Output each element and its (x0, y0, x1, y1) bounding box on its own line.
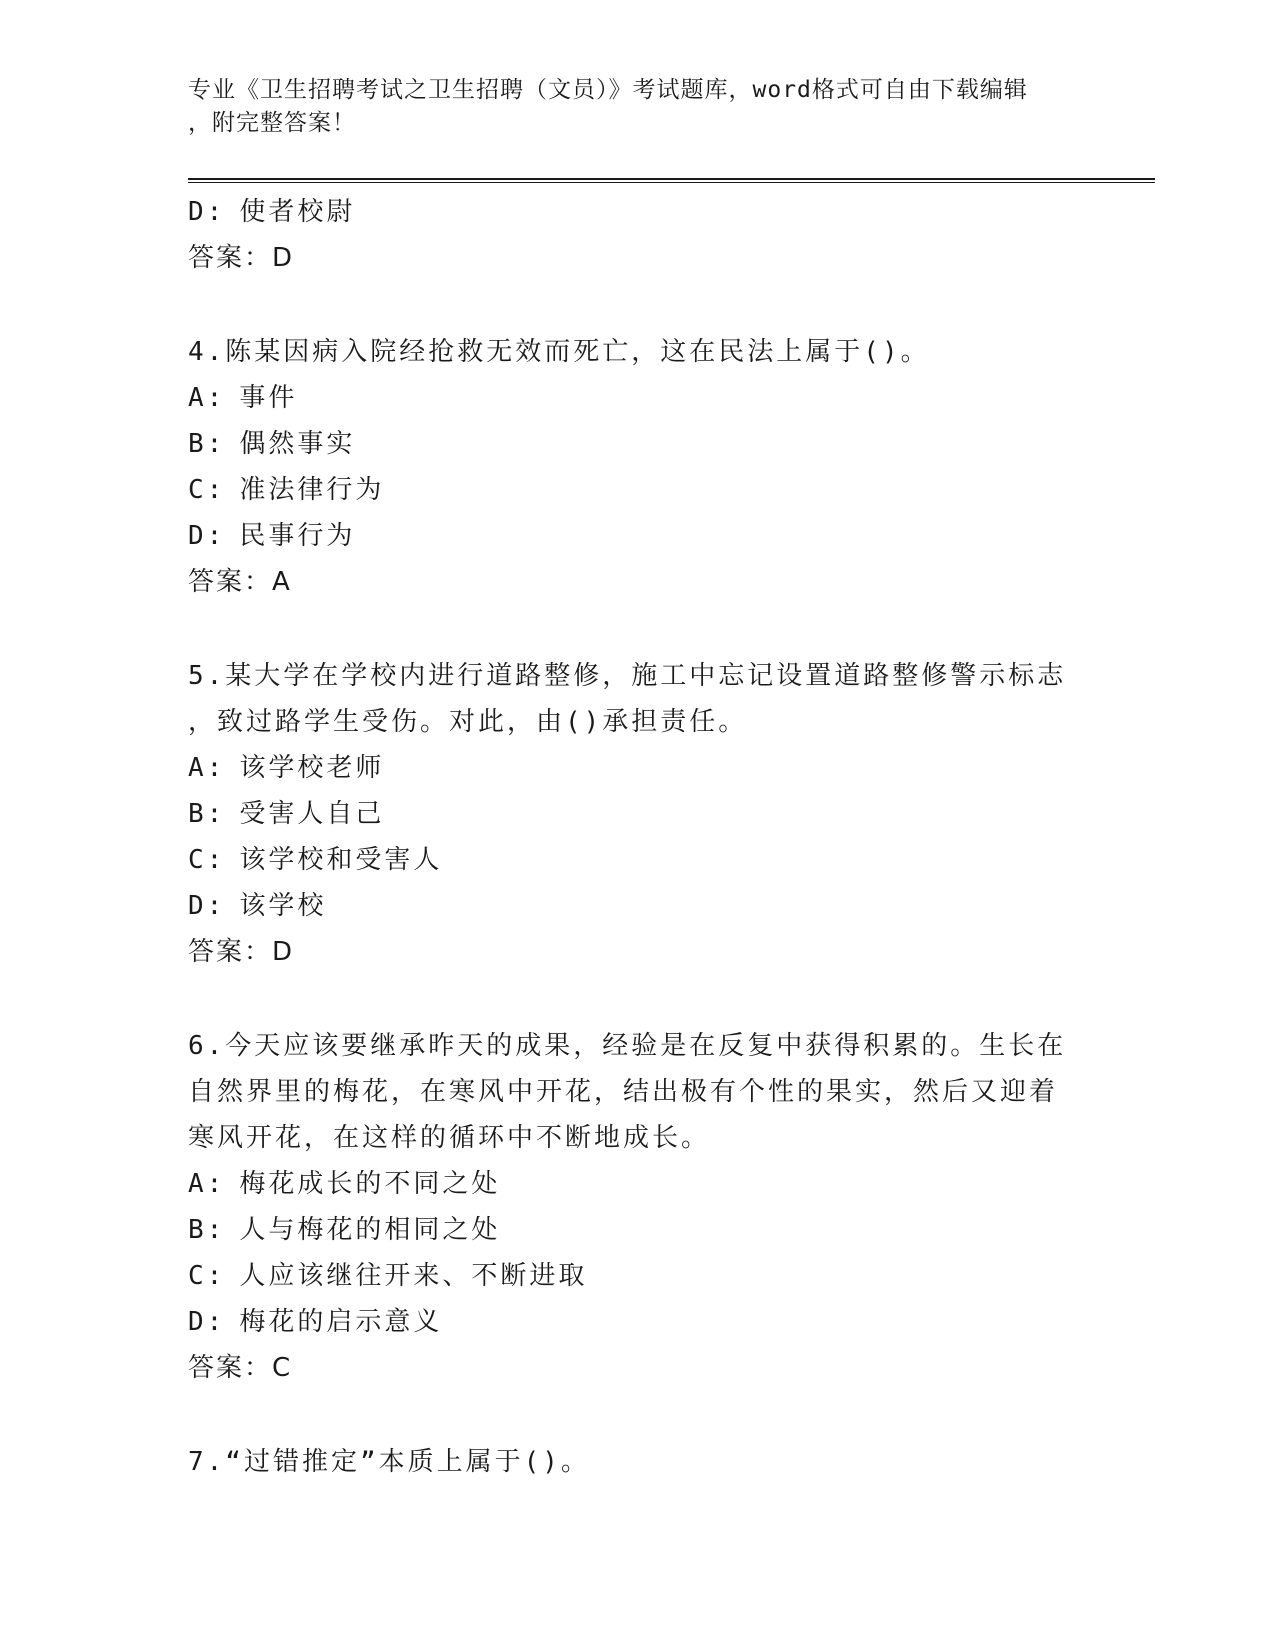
answer-line: 答案：A (188, 567, 292, 597)
answer-line: 答案：C (188, 1353, 293, 1383)
option-text: 该学校和受害人 (239, 845, 443, 875)
option-row (188, 1253, 1088, 1299)
question-stem: 寒风开花，在这样的循环中不断地成长。 (188, 1123, 711, 1153)
option-label: C: (188, 845, 226, 875)
answer-line: 答案：D (188, 937, 295, 967)
option-label: A: (188, 1169, 226, 1199)
question-stem: 6.今天应该要继承昨天的成果，经验是在反复中获得积累的。生长在 (188, 1031, 1067, 1061)
option-label: A: (188, 753, 226, 783)
question-stem: 5.某大学在学校内进行道路整修，施工中忘记设置道路整修警示标志 (188, 661, 1067, 691)
header-divider (188, 178, 1155, 183)
option-text: 使者校尉 (239, 197, 356, 227)
option-row (188, 421, 1088, 467)
header-line-2: ，附完整答案！ (188, 110, 356, 136)
option-row (188, 1299, 1088, 1345)
option-row (188, 467, 1088, 513)
option-label: A: (188, 383, 226, 413)
option-label: D: (188, 1307, 226, 1337)
option-row (188, 1161, 1088, 1207)
option-text: 准法律行为 (239, 475, 385, 505)
question-block-3-tail (188, 189, 1088, 281)
document-header (188, 74, 1088, 140)
option-text: 人与梅花的相同之处 (239, 1215, 501, 1245)
option-row (188, 837, 1088, 883)
option-row (188, 1207, 1088, 1253)
option-text: 梅花的启示意义 (239, 1307, 443, 1337)
option-row (188, 513, 1088, 559)
question-list (188, 189, 1088, 1485)
question-stem: 4.陈某因病入院经抢救无效而死亡，这在民法上属于()。 (188, 337, 930, 367)
option-label: B: (188, 429, 226, 459)
question-block-7 (188, 1439, 1088, 1485)
option-text: 民事行为 (239, 521, 356, 551)
header-line-1: 专业《卫生招聘考试之卫生招聘（文员）》考试题库，word格式可自由下载编辑 (188, 77, 1028, 103)
question-block-4 (188, 329, 1088, 605)
option-text: 事件 (239, 383, 298, 413)
option-label: D: (188, 197, 226, 227)
question-stem: 7.“过错推定”本质上属于()。 (188, 1447, 590, 1477)
question-block-6 (188, 1023, 1088, 1391)
question-block-5 (188, 653, 1088, 975)
question-stem: 自然界里的梅花，在寒风中开花，结出极有个性的果实，然后又迎着 (188, 1077, 1059, 1107)
option-label: B: (188, 1215, 226, 1245)
option-label: C: (188, 475, 226, 505)
question-stem: ，致过路学生受伤。对此，由()承担责任。 (188, 707, 748, 737)
option-label: D: (188, 521, 226, 551)
option-label: B: (188, 799, 226, 829)
option-text: 该学校 (239, 891, 327, 921)
option-text: 偶然事实 (239, 429, 356, 459)
option-row (188, 745, 1088, 791)
option-text: 梅花成长的不同之处 (239, 1169, 501, 1199)
option-row (188, 375, 1088, 421)
option-row (188, 189, 1088, 235)
option-label: C: (188, 1261, 226, 1291)
option-text: 人应该继往开来、不断进取 (239, 1261, 588, 1291)
answer-line: 答案：D (188, 243, 295, 273)
option-label: D: (188, 891, 226, 921)
option-row (188, 791, 1088, 837)
option-text: 受害人自己 (239, 799, 385, 829)
option-text: 该学校老师 (239, 753, 385, 783)
option-row (188, 883, 1088, 929)
